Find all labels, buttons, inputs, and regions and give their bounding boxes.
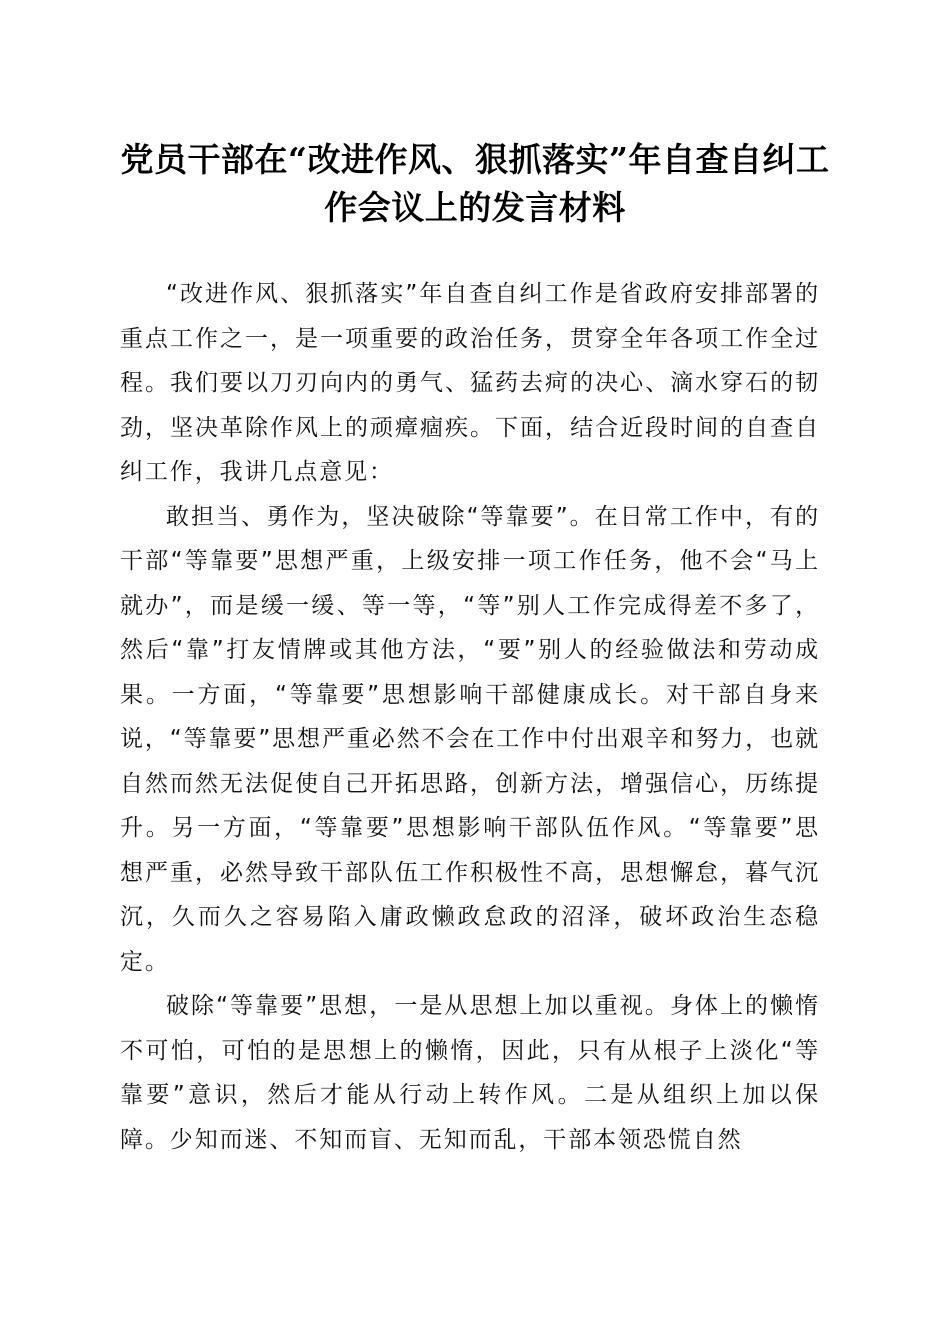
document-body [120,272,820,1162]
paragraph-take-responsibility: 敢担当、勇作为，坚决破除“等靠要”。在日常工作中，有的干部“等靠要”思想严重，上级安排一项工作任务，他不会“马上就办”，而是缓一缓、等一等，“等”别人工作完成得差不多了，然后“靠”打友情牌或其他方法，“要”别人的经验做法和劳动成果。一方面，“等靠要”思想影响干部健康成长。对干部自身来说，“等靠要”思想严重必然不会在工作中付出艰辛和努力，也就自然而然无法促使自己开拓思路，创新方法，增强信心，历练提升。另一方面，“等靠要”思想影响干部队伍作风。“等靠要”思想严重，必然导致干部队伍工作积极性不高，思想懈怠，暮气沉沉，久而久之容易陷入庸政懒政怠政的沼泽，破坏政治生态稳定。 [120,503,820,975]
paragraph-intro: “改进作风、狠抓落实”年自查自纠工作是省政府安排部署的重点工作之一，是一项重要的政治任务，贯穿全年各项工作全过程。我们要以刀刃向内的勇气、猛药去疴的决心、滴水穿石的韧劲，坚决革除作风上的顽瘴痼疾。下面，结合近段时间的自查自纠工作，我讲几点意见： [120,281,820,485]
document-title: 党员干部在“改进作风、狠抓落实”年自查自纠工作会议上的发言材料 [120,140,830,227]
paragraph-remove-dependency: 破除“等靠要”思想，一是从思想上加以重视。身体上的懒惰不可怕，可怕的是思想上的懒惰，因此，只有从根子上淡化“等靠要”意识，然后才能从行动上转作风。二是从组织上加以保障。少知而迷、不知而盲、无知而乱，干部本领恐慌自然 [120,993,820,1153]
